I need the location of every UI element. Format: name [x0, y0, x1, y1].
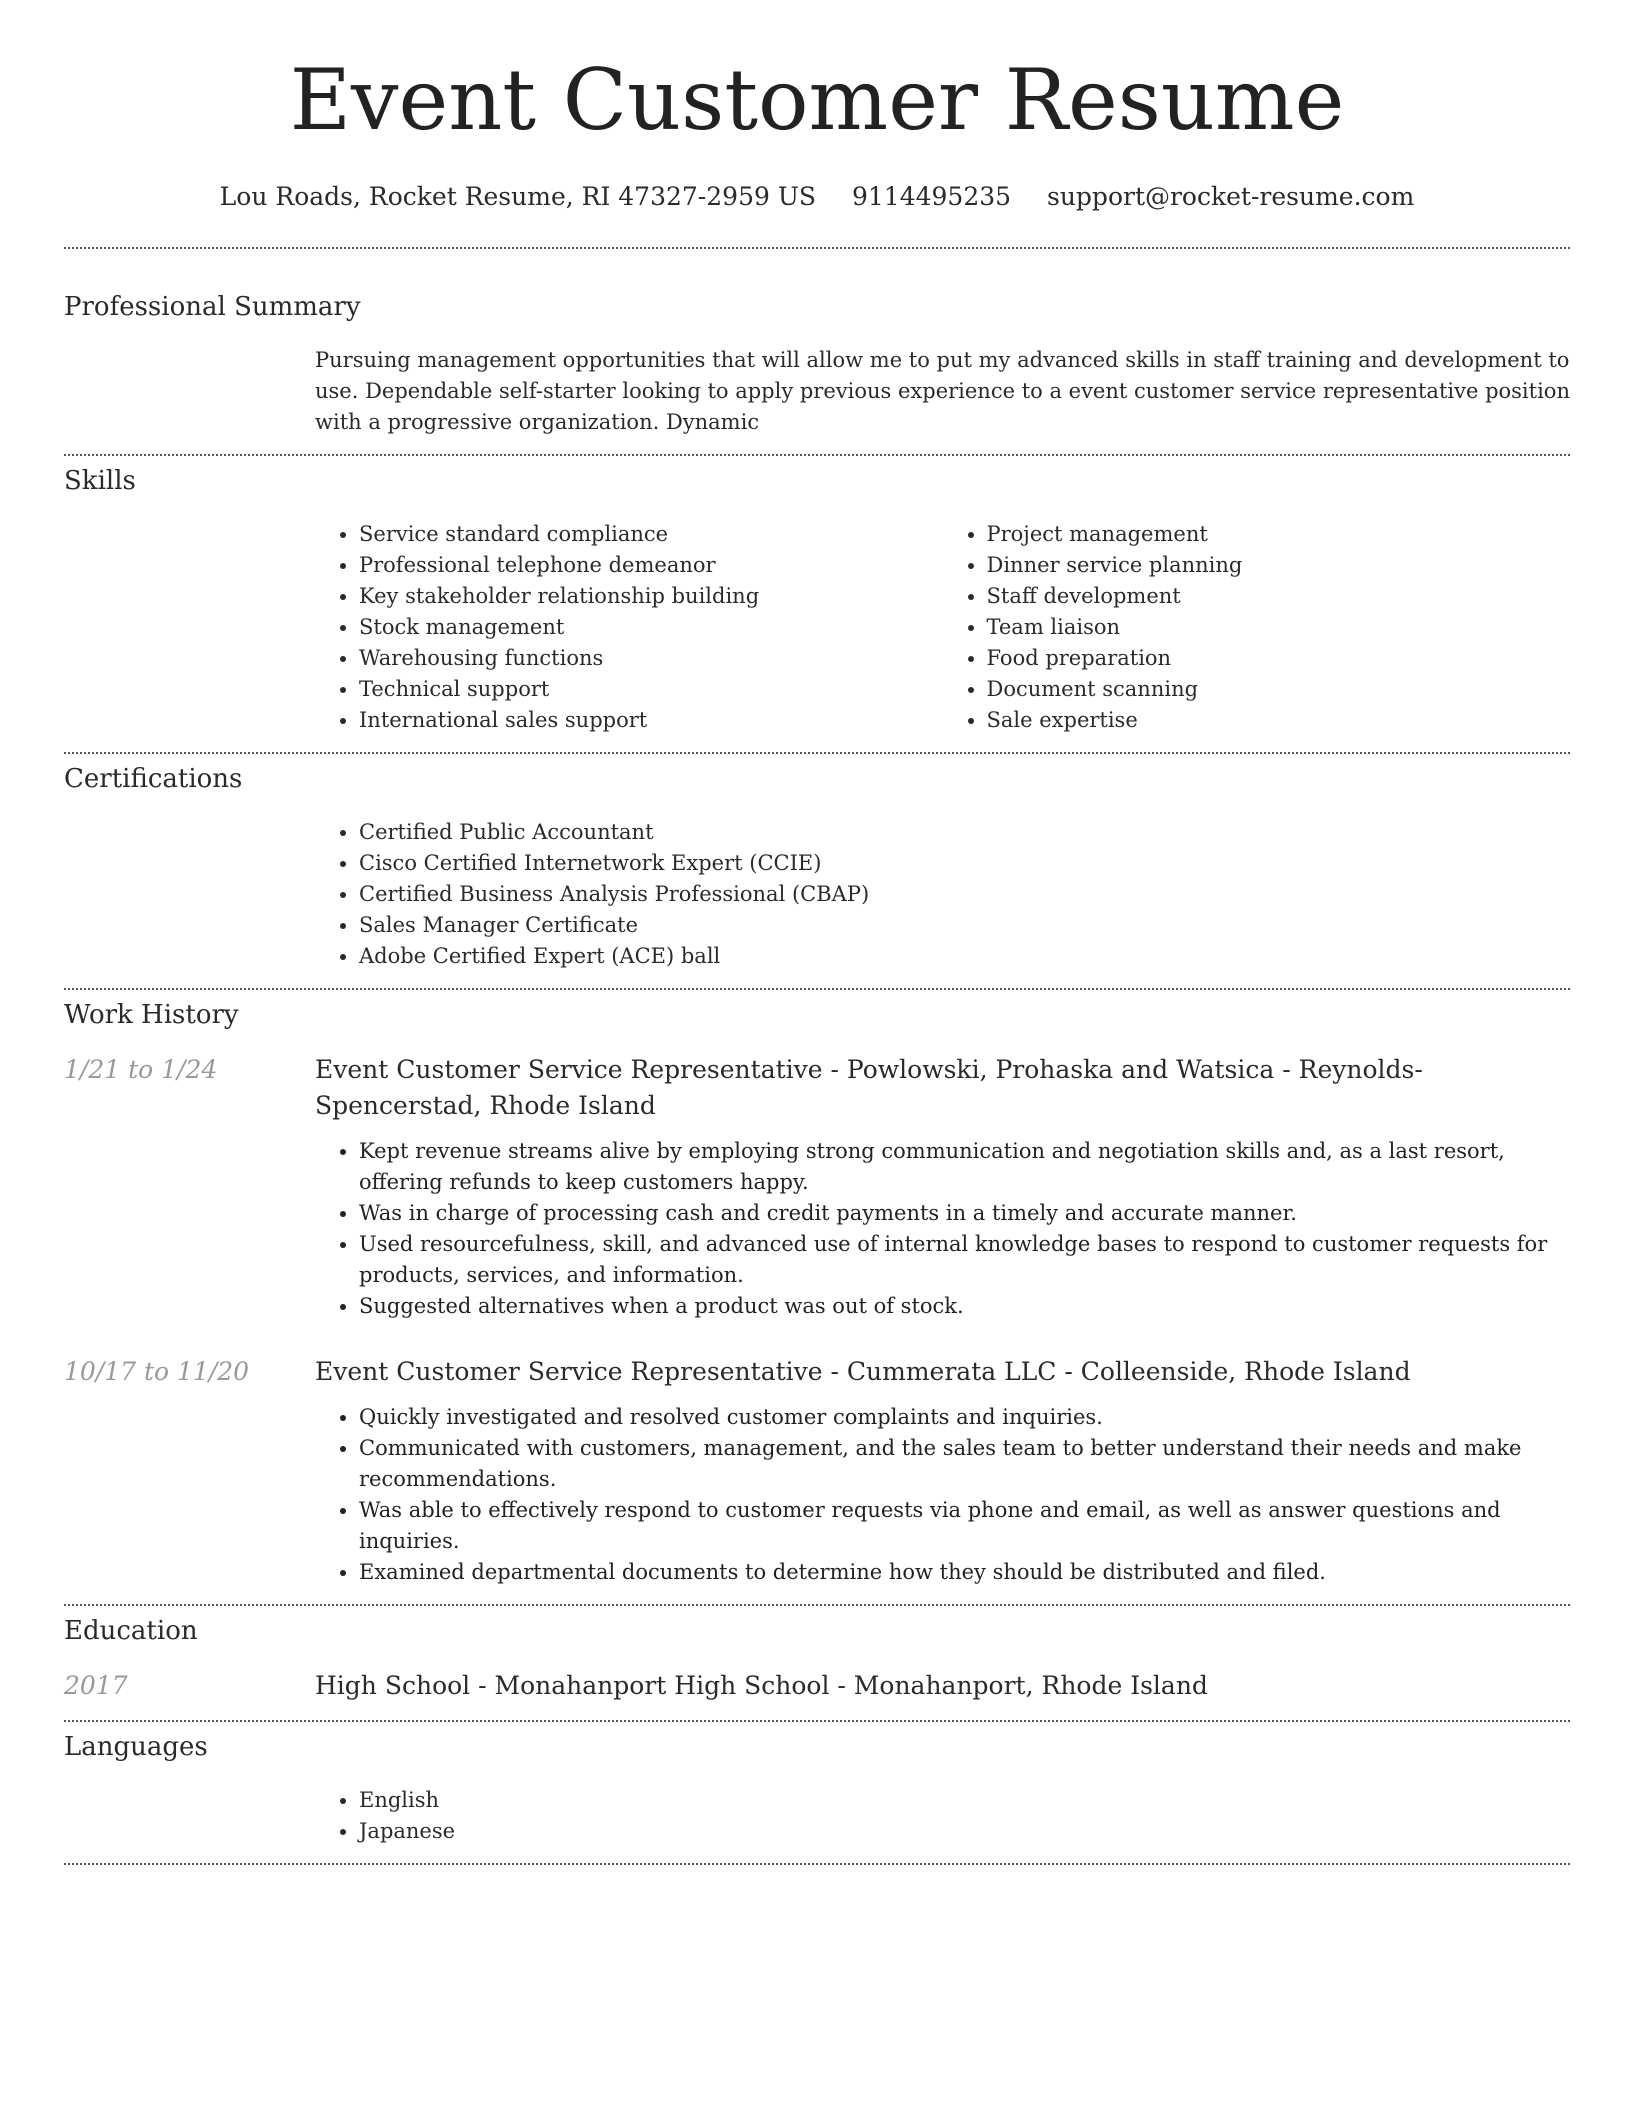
list-item: • Service standard compliance: [359, 519, 943, 550]
contact-phone: 9114495235: [851, 182, 1012, 211]
list-item: • International sales support: [359, 705, 943, 736]
list-item: • Quickly investigated and resolved customer complaints and inquiries.: [359, 1402, 1570, 1433]
list-item: • Used resourcefulness, skill, and advanced use of internal knowledge bases to respond to customer requests for products, services, and information.: [359, 1229, 1570, 1291]
skills-list-left: [315, 519, 943, 736]
summary-section: [64, 249, 1570, 438]
skills-columns: [315, 519, 1570, 736]
job-dates: 10/17 to 11/20: [64, 1357, 250, 1386]
list-item: • Technical support: [359, 674, 943, 705]
list-item: • Sales Manager Certificate: [359, 910, 1570, 941]
job-dates: 1/21 to 1/24: [64, 1055, 218, 1084]
job-body: [315, 1354, 1570, 1588]
contact-line: [64, 182, 1570, 211]
work-section: [64, 990, 1570, 1588]
list-item: • Warehousing functions: [359, 643, 943, 674]
list-item: • Suggested alternatives when a product was out of stock.: [359, 1291, 1570, 1322]
job-bullets: [315, 1402, 1570, 1588]
list-item: • Project management: [987, 519, 1571, 550]
list-item: • Team liaison: [987, 612, 1571, 643]
resume-page: [64, 0, 1570, 1865]
list-item: • Was in charge of processing cash and credit payments in a timely and accurate manner.: [359, 1198, 1570, 1229]
list-item: • Kept revenue streams alive by employing strong communication and negotiation skills and, as a last resort, offering refunds to keep customers happy.: [359, 1136, 1570, 1198]
languages-content: [315, 1785, 1570, 1847]
resume-title: Event Customer Resume: [289, 51, 1345, 149]
list-item: • Certified Public Accountant: [359, 817, 1570, 848]
job-bullets: [315, 1136, 1570, 1322]
summary-text: Pursuing management opportunities that will allow me to put my advanced skills in staff training and development to use. Dependable self-starter looking to apply previous experience to a event customer service representative position with a progressive organization. Dynamic: [315, 348, 1570, 434]
list-item: • Adobe Certified Expert (ACE) ball: [359, 941, 1570, 972]
education-section: [64, 1606, 1570, 1704]
list-item: • Examined departmental documents to determine how they should be distributed and filed.: [359, 1557, 1570, 1588]
languages-list: [315, 1785, 1570, 1847]
list-item: • Staff development: [987, 581, 1571, 612]
list-item: • Cisco Certified Internetwork Expert (CCIE): [359, 848, 1570, 879]
education-title: High School - Monahanport High School - Monahanport, Rhode Island: [315, 1671, 1208, 1700]
certifications-content: [315, 817, 1570, 972]
list-item: • Professional telephone demeanor: [359, 550, 943, 581]
job-entry: [64, 1052, 1570, 1322]
list-item: • Was able to effectively respond to customer requests via phone and email, as well as answer questions and inquiries.: [359, 1495, 1570, 1557]
certifications-heading: Certifications: [64, 764, 243, 794]
job-title: Event Customer Service Representative - Cummerata LLC - Colleenside, Rhode Island: [315, 1357, 1411, 1386]
certifications-list: [315, 817, 1570, 972]
list-item: • Document scanning: [987, 674, 1571, 705]
skills-heading: Skills: [64, 466, 136, 496]
languages-heading: Languages: [64, 1732, 208, 1762]
list-item: • Food preparation: [987, 643, 1571, 674]
summary-heading: Professional Summary: [64, 292, 361, 322]
divider: [64, 1863, 1570, 1865]
job-body: [315, 1052, 1570, 1322]
languages-section: [64, 1722, 1570, 1847]
job-title: Event Customer Service Representative - Powlowski, Prohaska and Watsica - Reynolds-Spencerstad, Rhode Island: [315, 1055, 1423, 1120]
list-item: • English: [359, 1785, 1570, 1816]
list-item: • Dinner service planning: [987, 550, 1571, 581]
list-item: • Sale expertise: [987, 705, 1571, 736]
job-entry: [64, 1354, 1570, 1588]
skills-list-right: [943, 519, 1571, 736]
contact-email: support@rocket-resume.com: [1047, 182, 1415, 211]
list-item: • Japanese: [359, 1816, 1570, 1847]
list-item: • Key stakeholder relationship building: [359, 581, 943, 612]
contact-address: Lou Roads, Rocket Resume, RI 47327-2959 US: [219, 182, 817, 211]
education-heading: Education: [64, 1616, 198, 1646]
education-entry: [64, 1668, 1570, 1704]
skills-section: [64, 456, 1570, 736]
work-heading: Work History: [64, 1000, 239, 1030]
certifications-section: [64, 754, 1570, 972]
list-item: • Stock management: [359, 612, 943, 643]
education-year: 2017: [64, 1671, 128, 1700]
list-item: • Certified Business Analysis Professional (CBAP): [359, 879, 1570, 910]
list-item: • Communicated with customers, management, and the sales team to better understand their needs and make recommendations.: [359, 1433, 1570, 1495]
